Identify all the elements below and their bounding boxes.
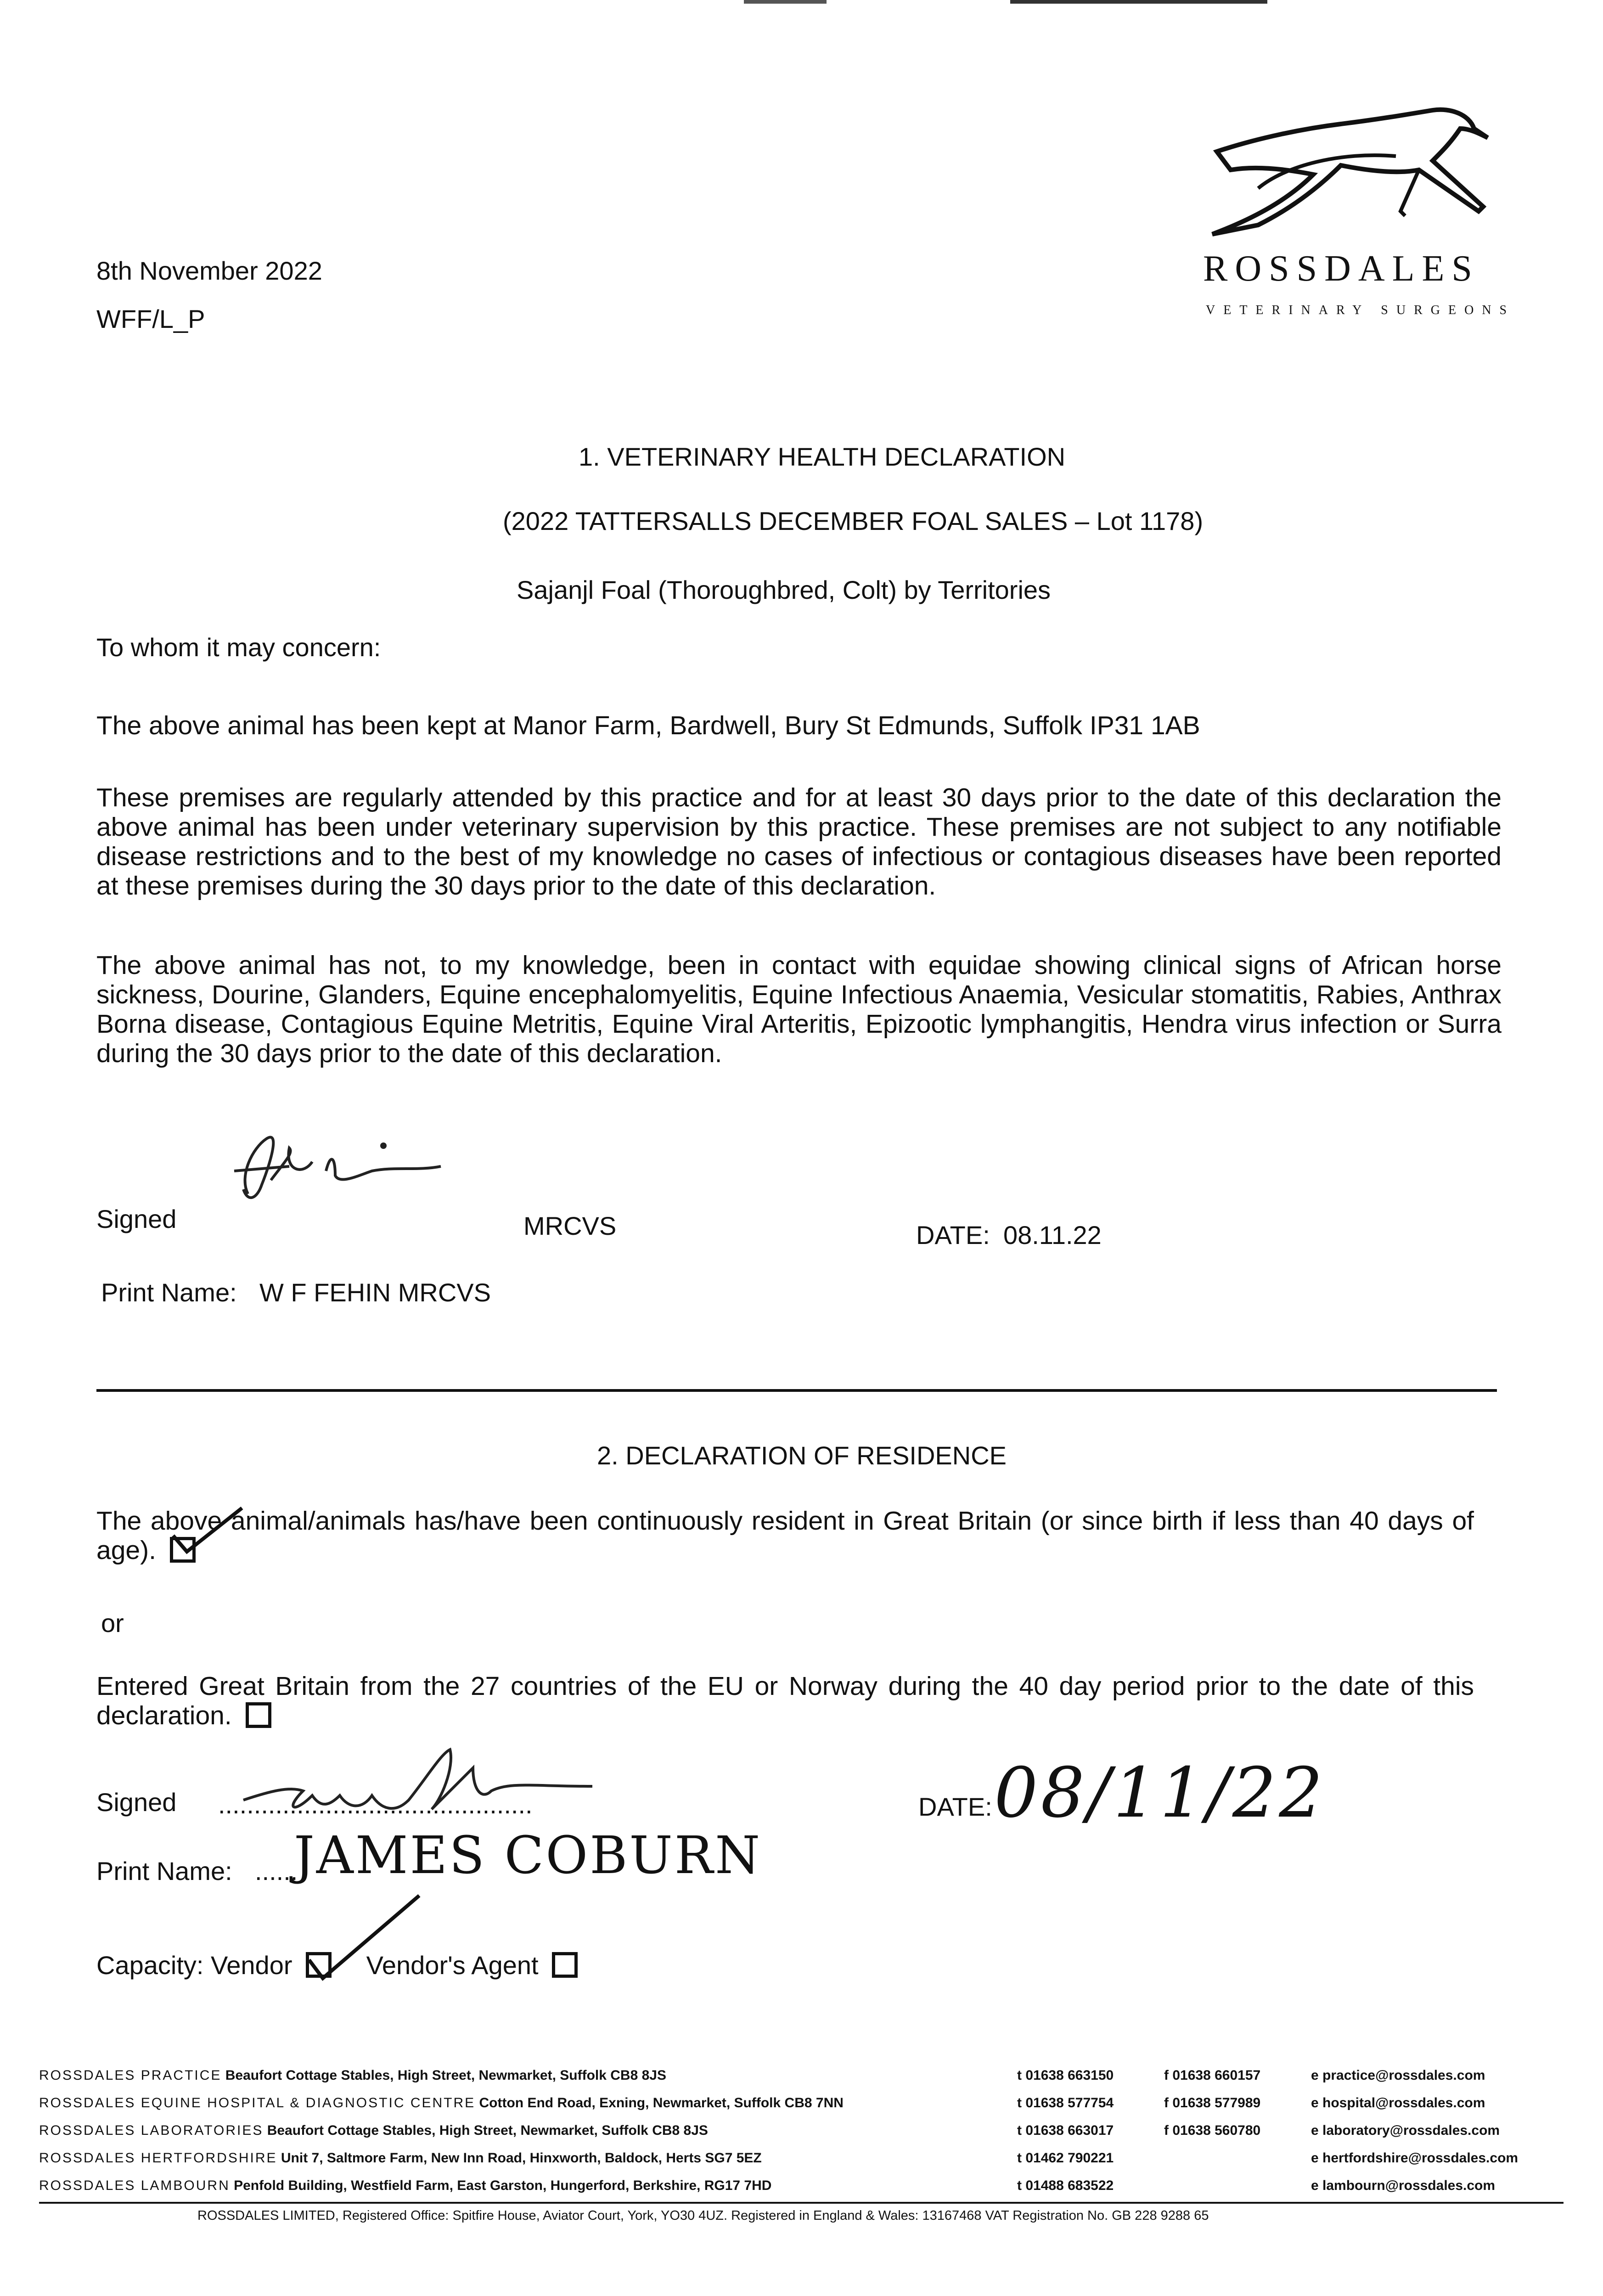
section2-signed-dots: ............................................ (218, 1790, 533, 1819)
section2-date-label: DATE: (918, 1792, 992, 1821)
footer-row (39, 2172, 1564, 2200)
footer-email: e hertfordshire@rossdales.com (1311, 2150, 1519, 2166)
footer-email: e hospital@rossdales.com (1311, 2095, 1485, 2110)
capacity-row (96, 1949, 578, 1981)
capacity-vendor-label: Capacity: Vendor (96, 1951, 292, 1980)
salutation: To whom it may concern: (96, 633, 381, 662)
footer-email: e laboratory@rossdales.com (1311, 2123, 1500, 2138)
supervision-paragraph: These premises are regularly attended by this practice and for at least 30 days prior to the date of this declaration the above animal has been under veterinary supervision by this practice. These premises are not subject to any notifiable disease restrictions and to the best of my knowledge no cases of infectious or contagious diseases have been reported at these premises during the 30 days prior to the date of this declaration. (96, 783, 1502, 900)
section1-print-name-label: Print Name: (101, 1278, 237, 1307)
footer-label: ROSSDALES EQUINE HOSPITAL & DIAGNOSTIC CENTRE Cotton End Road, Exning, Newmarket, Suffolk CB8 7NN (39, 2095, 844, 2110)
section1-mrcvs: MRCVS (523, 1211, 617, 1240)
section2-title: 2. DECLARATION OF RESIDENCE (597, 1441, 1007, 1470)
vet-signature (220, 1120, 459, 1217)
footer (39, 2062, 1564, 2200)
scan-artifact (1010, 0, 1267, 4)
footer-fax: f 01638 560780 (1164, 2123, 1261, 2138)
horse-icon (1203, 101, 1515, 248)
section-divider (96, 1389, 1497, 1392)
rossdales-logo (1203, 101, 1515, 340)
letter-date: 8th November 2022 (96, 256, 322, 285)
footer-fax: f 01638 577989 (1164, 2095, 1261, 2110)
premises-statement: The above animal has been kept at Manor Farm, Bardwell, Bury St Edmunds, Suffolk IP31 1AB (96, 711, 1200, 740)
residence-gb-checkbox[interactable] (170, 1537, 196, 1563)
logo-tagline: VETERINARY SURGEONS (1206, 303, 1515, 317)
scan-artifact (744, 0, 827, 4)
section2-signed-label: Signed (96, 1788, 177, 1817)
section1-print-name-value: W F FEHIN MRCVS (259, 1278, 491, 1307)
section2-date-handwritten: 08/11/22 (994, 1753, 1326, 1833)
section1-signed-label: Signed (96, 1204, 177, 1233)
section1-title: 1. VETERINARY HEALTH DECLARATION (579, 442, 1066, 471)
residence-option-eu (96, 1671, 1474, 1730)
disease-contact-paragraph: The above animal has not, to my knowledge, been in contact with equidae showing clinical signs of African horse sickness, Dourine, Glanders, Equine encephalomyelitis, Equine Infectious Anaemia, Vesicular stomatitis, Rabies, Anthrax Borna disease, Contagious Equine Metritis, Equine Viral Arteritis, Epizootic lymphangitis, Hendra virus infection or Surra during the 30 days prior to the date of this declaration. (96, 951, 1502, 1068)
section2-print-name-value: JAMES COBURN (294, 1826, 762, 1885)
footer-email: e lambourn@rossdales.com (1311, 2178, 1496, 2193)
footer-tel: t 01488 683522 (1017, 2178, 1114, 2193)
footer-row (39, 2117, 1564, 2144)
footer-tel: t 01462 790221 (1017, 2150, 1114, 2166)
vendor-checkbox[interactable] (306, 1952, 332, 1978)
residence-option-gb (96, 1506, 1474, 1565)
animal-description: Sajanjl Foal (Thoroughbred, Colt) by Territories (517, 575, 1051, 604)
footer-row (39, 2089, 1564, 2117)
section2-print-name-label: Print Name: (96, 1857, 232, 1885)
vendor-signature (234, 1740, 602, 1828)
vendor-agent-checkbox[interactable] (552, 1952, 578, 1978)
footer-label: ROSSDALES LABORATORIES Beaufort Cottage Stables, High Street, Newmarket, Suffolk CB8 8JS (39, 2123, 708, 2138)
footer-fax: f 01638 660157 (1164, 2068, 1261, 2083)
letter-reference: WFF/L_P (96, 304, 205, 333)
footer-tel: t 01638 663017 (1017, 2123, 1114, 2138)
footer-row (39, 2144, 1564, 2172)
residence-option-gb-text: The above animal/animals has/have been continuously resident in Great Britain (or since birth if less than 40 days of age). (96, 1506, 1474, 1565)
section1-date-value: 08.11.22 (1003, 1221, 1102, 1249)
residence-eu-checkbox[interactable] (246, 1702, 271, 1728)
footer-divider (39, 2202, 1564, 2204)
footer-registration: ROSSDALES LIMITED, Registered Office: Spitfire House, Aviator Court, York, YO30 4UZ. Registered in England & Wales: 13167468 VAT Registration No. GB 228 9288 65 (197, 2208, 1209, 2223)
or-separator: or (101, 1609, 124, 1638)
residence-option-eu-text: Entered Great Britain from the 27 countries of the EU or Norway during the 40 day period prior to the date of this declaration. (96, 1671, 1474, 1730)
footer-email: e practice@rossdales.com (1311, 2068, 1485, 2083)
section1-subtitle: (2022 TATTERSALLS DECEMBER FOAL SALES – Lot 1178) (503, 506, 1204, 535)
footer-row (39, 2062, 1564, 2089)
footer-label: ROSSDALES PRACTICE Beaufort Cottage Stables, High Street, Newmarket, Suffolk CB8 8JS (39, 2068, 666, 2083)
section2-print-name-dots: ...... (255, 1857, 298, 1885)
footer-tel: t 01638 663150 (1017, 2068, 1114, 2083)
section1-date-label: DATE: (916, 1221, 990, 1249)
footer-tel: t 01638 577754 (1017, 2095, 1114, 2110)
logo-brand: ROSSDALES (1203, 248, 1479, 289)
footer-label: ROSSDALES HERTFORDSHIRE Unit 7, Saltmore Farm, New Inn Road, Hinxworth, Baldock, Herts SG7 5EZ (39, 2150, 762, 2166)
capacity-agent-label: Vendor's Agent (366, 1951, 539, 1980)
footer-label: ROSSDALES LAMBOURN Penfold Building, Westfield Farm, East Garston, Hungerford, Berkshire, RG17 7HD (39, 2178, 772, 2193)
